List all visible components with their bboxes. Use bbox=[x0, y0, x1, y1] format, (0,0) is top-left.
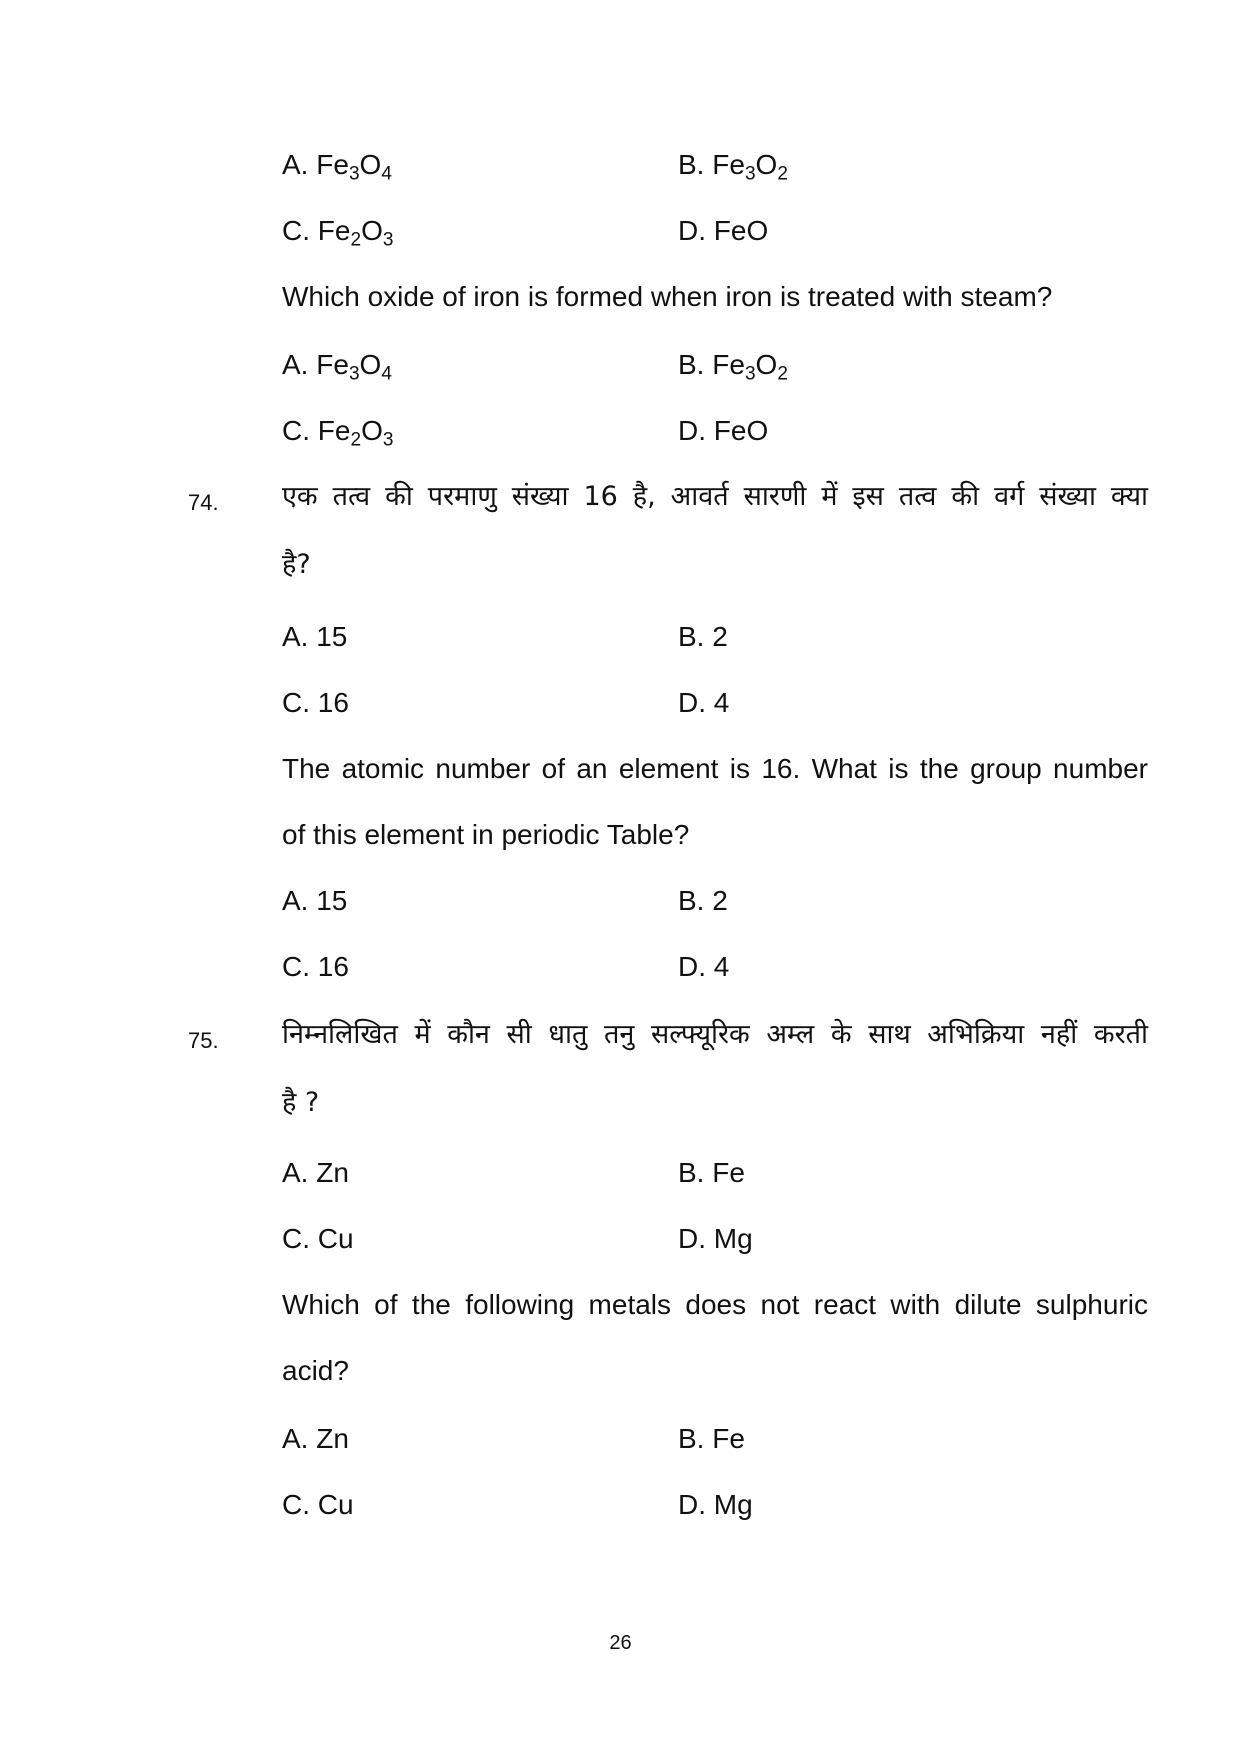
option-c: C. 16 bbox=[282, 951, 349, 982]
option-b: B. $Fe_3O_2$ bbox=[678, 149, 788, 185]
option-c: C. $Fe_2O_3$ bbox=[282, 215, 394, 251]
option-c: C. $Fe_2O_3$ bbox=[282, 415, 394, 451]
question-text-english-continued: of this element in periodic Table? bbox=[282, 819, 690, 850]
page-number: 26 bbox=[609, 1632, 632, 1654]
option-b: B. Fe bbox=[678, 1157, 745, 1188]
option-a: A. $Fe_3O_4$ bbox=[282, 149, 392, 185]
option-a: A. $Fe_3O_4$ bbox=[282, 349, 392, 385]
question-text-english: Which of the following metals does not react with dilute sulphuric bbox=[282, 1289, 1148, 1320]
question-text-hindi: एक तत्व की परमाणु संख्या 16 है, आवर्त सारणी में इस तत्व की वर्ग संख्या क्या bbox=[282, 481, 1148, 512]
question-text-english: The atomic number of an element is 16. What is the group number bbox=[282, 753, 1148, 784]
option-c: C. Cu bbox=[282, 1223, 354, 1254]
option-d: D. 4 bbox=[678, 687, 730, 718]
option-b: B. 2 bbox=[678, 621, 728, 652]
option-a: A. Zn bbox=[282, 1423, 349, 1454]
option-c: C. Cu bbox=[282, 1489, 354, 1520]
question-number: 75. bbox=[188, 1028, 219, 1053]
option-d: D. Mg bbox=[678, 1223, 753, 1254]
option-c: C. 16 bbox=[282, 687, 349, 718]
option-d: D. FeO bbox=[678, 215, 769, 246]
question-text-hindi: निम्नलिखित में कौन सी धातु तनु सल्फ्यूरिक अम्ल के साथ अभिक्रिया नहीं करती bbox=[282, 1019, 1148, 1050]
question-text-hindi-continued: है ? bbox=[282, 1087, 320, 1118]
option-b: B. $Fe_3O_2$ bbox=[678, 349, 788, 385]
option-a: A. 15 bbox=[282, 621, 348, 652]
question-text-english: Which oxide of iron is formed when iron is treated with steam? bbox=[282, 281, 1053, 312]
option-a: A. Zn bbox=[282, 1157, 349, 1188]
option-b: B. Fe bbox=[678, 1423, 745, 1454]
option-d: D. Mg bbox=[678, 1489, 753, 1520]
question-number: 74. bbox=[188, 490, 219, 515]
option-d: D. FeO bbox=[678, 415, 769, 446]
option-b: B. 2 bbox=[678, 885, 728, 916]
option-a: A. 15 bbox=[282, 885, 348, 916]
option-d: D. 4 bbox=[678, 951, 730, 982]
question-text-hindi-continued: है? bbox=[282, 549, 311, 580]
question-text-english-continued: acid? bbox=[282, 1355, 349, 1386]
